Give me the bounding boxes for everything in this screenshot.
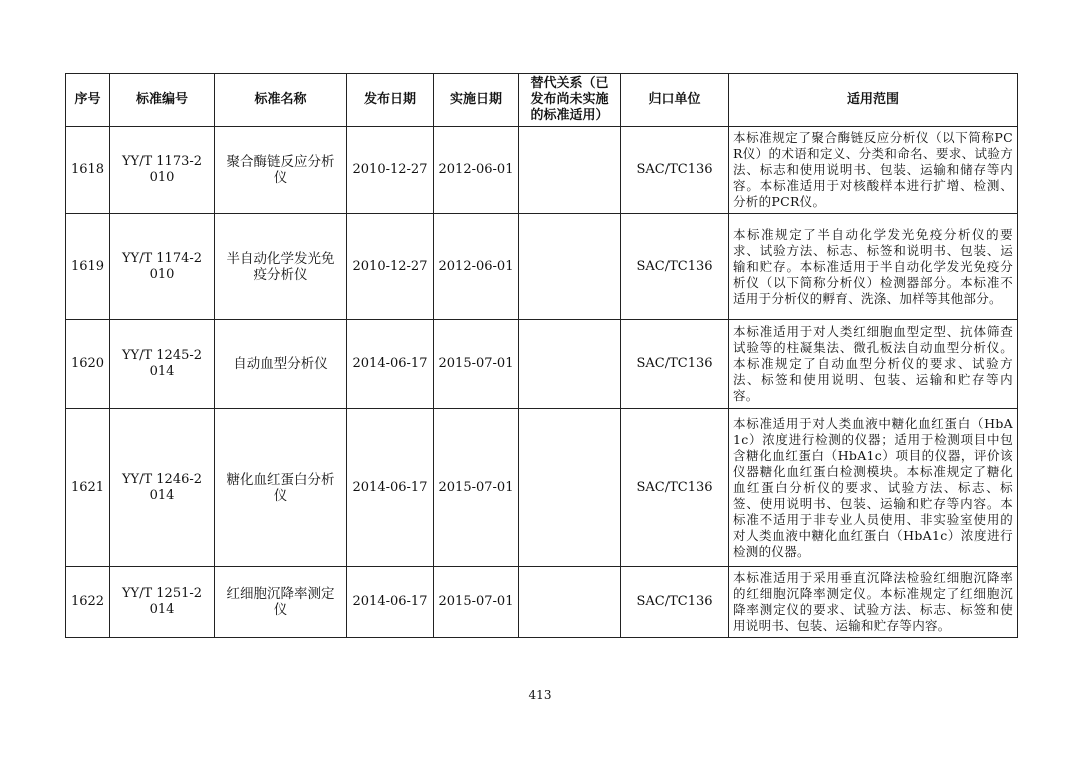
- cell-name: 红细胞沉降率测定仪: [215, 567, 347, 638]
- cell-scope: 本标准适用于采用垂直沉降法检验红细胞沉降率的红细胞沉降率测定仪。本标准规定了红细胞沉降率测定仪的要求、试验方法、标志、标签和使用说明书、包装、运输和贮存等内容。: [729, 567, 1018, 638]
- cell-replace: [519, 214, 621, 320]
- cell-seq: 1620: [66, 320, 110, 409]
- header-replace: 替代关系（已发布尚未实施的标准适用）: [519, 74, 621, 127]
- cell-implement: 2012-06-01: [434, 127, 519, 214]
- cell-implement: 2015-07-01: [434, 409, 519, 567]
- cell-name: 半自动化学发光免疫分析仪: [215, 214, 347, 320]
- cell-publish: 2010-12-27: [347, 214, 434, 320]
- cell-name: 聚合酶链反应分析仪: [215, 127, 347, 214]
- header-scope: 适用范围: [729, 74, 1018, 127]
- cell-publish: 2010-12-27: [347, 127, 434, 214]
- cell-replace: [519, 409, 621, 567]
- header-name: 标准名称: [215, 74, 347, 127]
- cell-code: YY/T 1246-2014: [110, 409, 215, 567]
- cell-code: YY/T 1251-2014: [110, 567, 215, 638]
- table-row: [66, 320, 1018, 409]
- table-row: [66, 214, 1018, 320]
- page-number: 413: [528, 688, 552, 702]
- cell-scope: 本标准规定了半自动化学发光免疫分析仪的要求、试验方法、标志、标签和说明书、包装、运输和贮存。本标准适用于半自动化学发光免疫分析仪（以下简称分析仪）检测器部分。本标准不适用于分析仪的孵育、洗涤、加样等其他部分。: [729, 214, 1018, 320]
- header-seq: 序号: [66, 74, 110, 127]
- cell-implement: 2012-06-01: [434, 214, 519, 320]
- cell-unit: SAC/TC136: [621, 214, 729, 320]
- cell-name: 糖化血红蛋白分析仪: [215, 409, 347, 567]
- cell-seq: 1622: [66, 567, 110, 638]
- table-header-row: [66, 74, 1018, 127]
- cell-seq: 1619: [66, 214, 110, 320]
- cell-code: YY/T 1245-2014: [110, 320, 215, 409]
- cell-scope: 本标准规定了聚合酶链反应分析仪（以下简称PCR仪）的术语和定义、分类和命名、要求、试验方法、标志和使用说明书、包装、运输和储存等内容。本标准适用于对核酸样本进行扩增、检测、分析的PCR仪。: [729, 127, 1018, 214]
- cell-replace: [519, 127, 621, 214]
- cell-seq: 1621: [66, 409, 110, 567]
- cell-replace: [519, 567, 621, 638]
- cell-unit: SAC/TC136: [621, 127, 729, 214]
- cell-implement: 2015-07-01: [434, 567, 519, 638]
- header-implement: 实施日期: [434, 74, 519, 127]
- table-row: [66, 409, 1018, 567]
- cell-publish: 2014-06-17: [347, 320, 434, 409]
- cell-publish: 2014-06-17: [347, 567, 434, 638]
- cell-name: 自动血型分析仪: [215, 320, 347, 409]
- standards-table: [65, 73, 1018, 638]
- cell-code: YY/T 1174-2010: [110, 214, 215, 320]
- cell-implement: 2015-07-01: [434, 320, 519, 409]
- table-row: [66, 127, 1018, 214]
- cell-scope: 本标准适用于对人类血液中糖化血红蛋白（HbA1c）浓度进行检测的仪器；适用于检测项目中包含糖化血红蛋白（HbA1c）项目的仪器，评价该仪器糖化血红蛋白检测模块。本标准规定了糖化血红蛋白分析仪的要求、试验方法、标志、标签、使用说明书、包装、运输和贮存等内容。本标准不适用于非专业人员使用、非实验室使用的对人类血液中糖化血红蛋白（HbA1c）浓度进行检测的仪器。: [729, 409, 1018, 567]
- cell-replace: [519, 320, 621, 409]
- cell-code: YY/T 1173-2010: [110, 127, 215, 214]
- header-code: 标准编号: [110, 74, 215, 127]
- cell-unit: SAC/TC136: [621, 409, 729, 567]
- header-publish: 发布日期: [347, 74, 434, 127]
- cell-unit: SAC/TC136: [621, 567, 729, 638]
- cell-publish: 2014-06-17: [347, 409, 434, 567]
- header-unit: 归口单位: [621, 74, 729, 127]
- cell-scope: 本标准适用于对人类红细胞血型定型、抗体筛查试验等的柱凝集法、微孔板法自动血型分析仪。本标准规定了自动血型分析仪的要求、试验方法、标签和使用说明、包装、运输和贮存等内容。: [729, 320, 1018, 409]
- cell-seq: 1618: [66, 127, 110, 214]
- cell-unit: SAC/TC136: [621, 320, 729, 409]
- table-row: [66, 567, 1018, 638]
